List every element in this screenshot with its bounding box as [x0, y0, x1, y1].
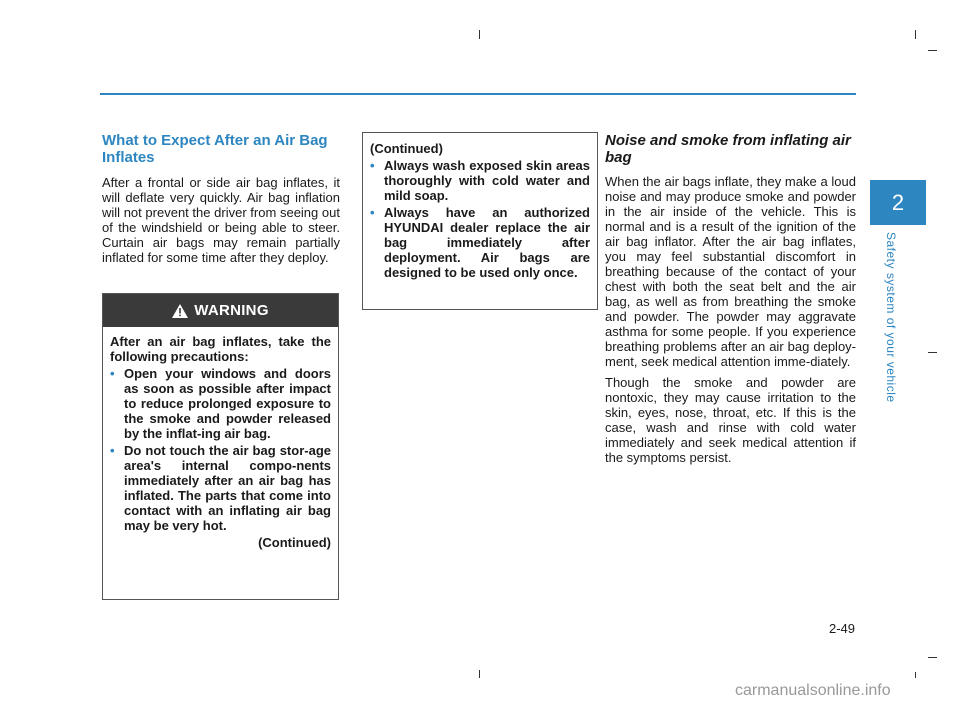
intro-paragraph: After a frontal or side air bag inflates, it will deflate very quickly. Air bag inflation will not prevent the driver from seeing out of the windshield or being able to steer. Curtain air bags may remain partially inflated for some time after they deploy. — [102, 175, 340, 265]
body-paragraph: When the air bags inflate, they make a loud noise and may produce smoke and powder in the air inside of the vehicle. This is normal and is a result of the ignition of the air bag inflator. After the air bag inflates, you may feel substantial discomfort in breathing because of the contact of your chest with both the seat belt and the air bag, as well as from breathing the smoke and powder. The powder may aggravate asthma for some people. If you experience breathing problems after an air bag deploy-ment, seek medical attention imme-diately. — [605, 174, 856, 369]
crop-mark — [479, 670, 480, 678]
warning-box — [102, 293, 339, 600]
crop-mark — [928, 352, 937, 353]
warning-body — [103, 327, 338, 550]
warning-bullet — [110, 366, 331, 441]
warning-bullet-text: Do not touch the air bag stor-age area's internal compo-nents immediately after an air bag has inflated. The parts that come into contact with an inflating air bag may be very hot. — [124, 443, 331, 533]
warning-title: WARNING — [194, 302, 269, 319]
continued-bullet — [370, 158, 590, 203]
body-paragraph: Though the smoke and powder are nontoxic, they may cause irritation to the skin, eyes, nose, throat, etc. If this is the case, wash and rinse with cold water immediately and seek medical attention if the symptoms persist. — [605, 375, 856, 465]
continued-warning-box — [362, 132, 598, 310]
continued-bullet — [370, 205, 590, 280]
crop-mark — [928, 657, 937, 658]
bullet-icon: • — [110, 443, 115, 458]
bullet-icon: • — [370, 205, 375, 220]
warning-continued: (Continued) — [258, 535, 331, 550]
warning-bullet — [110, 443, 331, 533]
crop-mark — [915, 672, 916, 678]
watermark: carmanualsonline.info — [735, 682, 891, 699]
warning-bullet-text: Open your windows and doors as soon as possible after impact to reduce prolonged exposure to the smoke and powder released by the inflat-ing air bag. — [124, 366, 331, 441]
continued-bullet-text: Always wash exposed skin areas thoroughly with cold water and mild soap. — [384, 158, 590, 203]
bullet-icon: • — [370, 158, 375, 173]
right-column — [605, 132, 856, 471]
header-rule — [100, 93, 856, 95]
warning-triangle-icon — [172, 304, 188, 318]
continued-bullet-text: Always have an authorized HYUNDAI dealer replace the air bag immediately after deployment. Air bags are designed to be used only once. — [384, 205, 590, 280]
warning-header — [103, 294, 338, 327]
continued-label: (Continued) — [370, 141, 443, 156]
left-column — [102, 132, 340, 271]
warning-intro: After an air bag inflates, take the following precautions: — [110, 334, 331, 364]
page-number: 2-49 — [828, 621, 855, 636]
chapter-label: Safety system of your vehicle — [884, 232, 898, 403]
crop-mark — [479, 30, 480, 39]
crop-mark — [915, 30, 916, 39]
bullet-icon: • — [110, 366, 115, 381]
crop-mark — [928, 50, 937, 51]
section-heading: What to Expect After an Air Bag Inflates — [102, 132, 328, 166]
chapter-tab: 2 — [870, 180, 926, 225]
subsection-heading: Noise and smoke from inflating air bag — [605, 132, 851, 166]
